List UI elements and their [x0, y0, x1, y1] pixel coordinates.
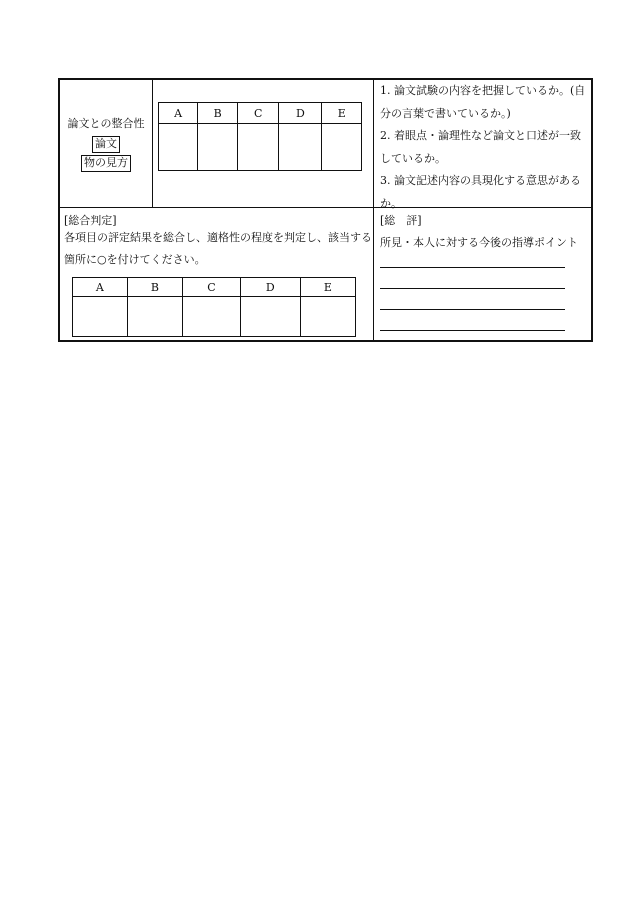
overall-cell-b[interactable]	[127, 297, 183, 337]
overall-cell-a[interactable]	[73, 297, 128, 337]
overall-heading: [総合判定]	[64, 214, 117, 227]
comment-line-3[interactable]	[380, 309, 565, 310]
column-divider	[373, 80, 374, 342]
grade-cell-b[interactable]	[198, 124, 238, 171]
criterion-item: 3. 論文記述内容の具現化する意思があるか。	[380, 174, 581, 210]
grade-header-c: C	[238, 103, 279, 124]
overall-header-b: B	[127, 278, 183, 297]
evaluation-item-perspective: 物の見方	[81, 155, 131, 172]
overall-description: 各項目の評定結果を総合し、適格性の程度を判定し、該当する箇所に○を付けてください。	[64, 231, 372, 266]
overall-header-d: D	[240, 278, 300, 297]
grade-header-b: B	[198, 103, 238, 124]
evaluation-grade-table	[158, 102, 362, 171]
criterion-item: 2. 着眼点・論理性など論文と口述が一致しているか。	[380, 129, 581, 165]
overall-cell-c[interactable]	[183, 297, 241, 337]
comment-line-2[interactable]	[380, 288, 565, 289]
grade-header-d: D	[279, 103, 322, 124]
overall-header-e: E	[300, 278, 355, 297]
label-divider	[152, 80, 153, 207]
evaluation-form	[58, 78, 593, 342]
grade-header-e: E	[322, 103, 362, 124]
comments-heading: [総 評]	[380, 214, 422, 227]
grade-header-a: A	[159, 103, 198, 124]
overall-header-c: C	[183, 278, 241, 297]
overall-cell-e[interactable]	[300, 297, 355, 337]
grade-cell-a[interactable]	[159, 124, 198, 171]
grade-cell-d[interactable]	[279, 124, 322, 171]
grade-cell-c[interactable]	[238, 124, 279, 171]
evaluation-criteria	[376, 80, 591, 210]
comment-line-4[interactable]	[380, 330, 565, 331]
evaluation-label	[60, 80, 152, 207]
comment-line-1[interactable]	[380, 267, 565, 268]
overall-header-a: A	[73, 278, 128, 297]
overall-cell-d[interactable]	[240, 297, 300, 337]
comments-subtitle: 所見・本人に対する今後の指導ポイント	[380, 236, 578, 249]
overall-grade-table	[72, 277, 356, 337]
evaluation-item-thesis: 論文	[92, 136, 120, 153]
criterion-item: 1. 論文試験の内容を把握しているか。(自分の言葉で書いているか。)	[380, 84, 586, 120]
grade-cell-e[interactable]	[322, 124, 362, 171]
evaluation-title: 論文との整合性	[67, 116, 145, 130]
